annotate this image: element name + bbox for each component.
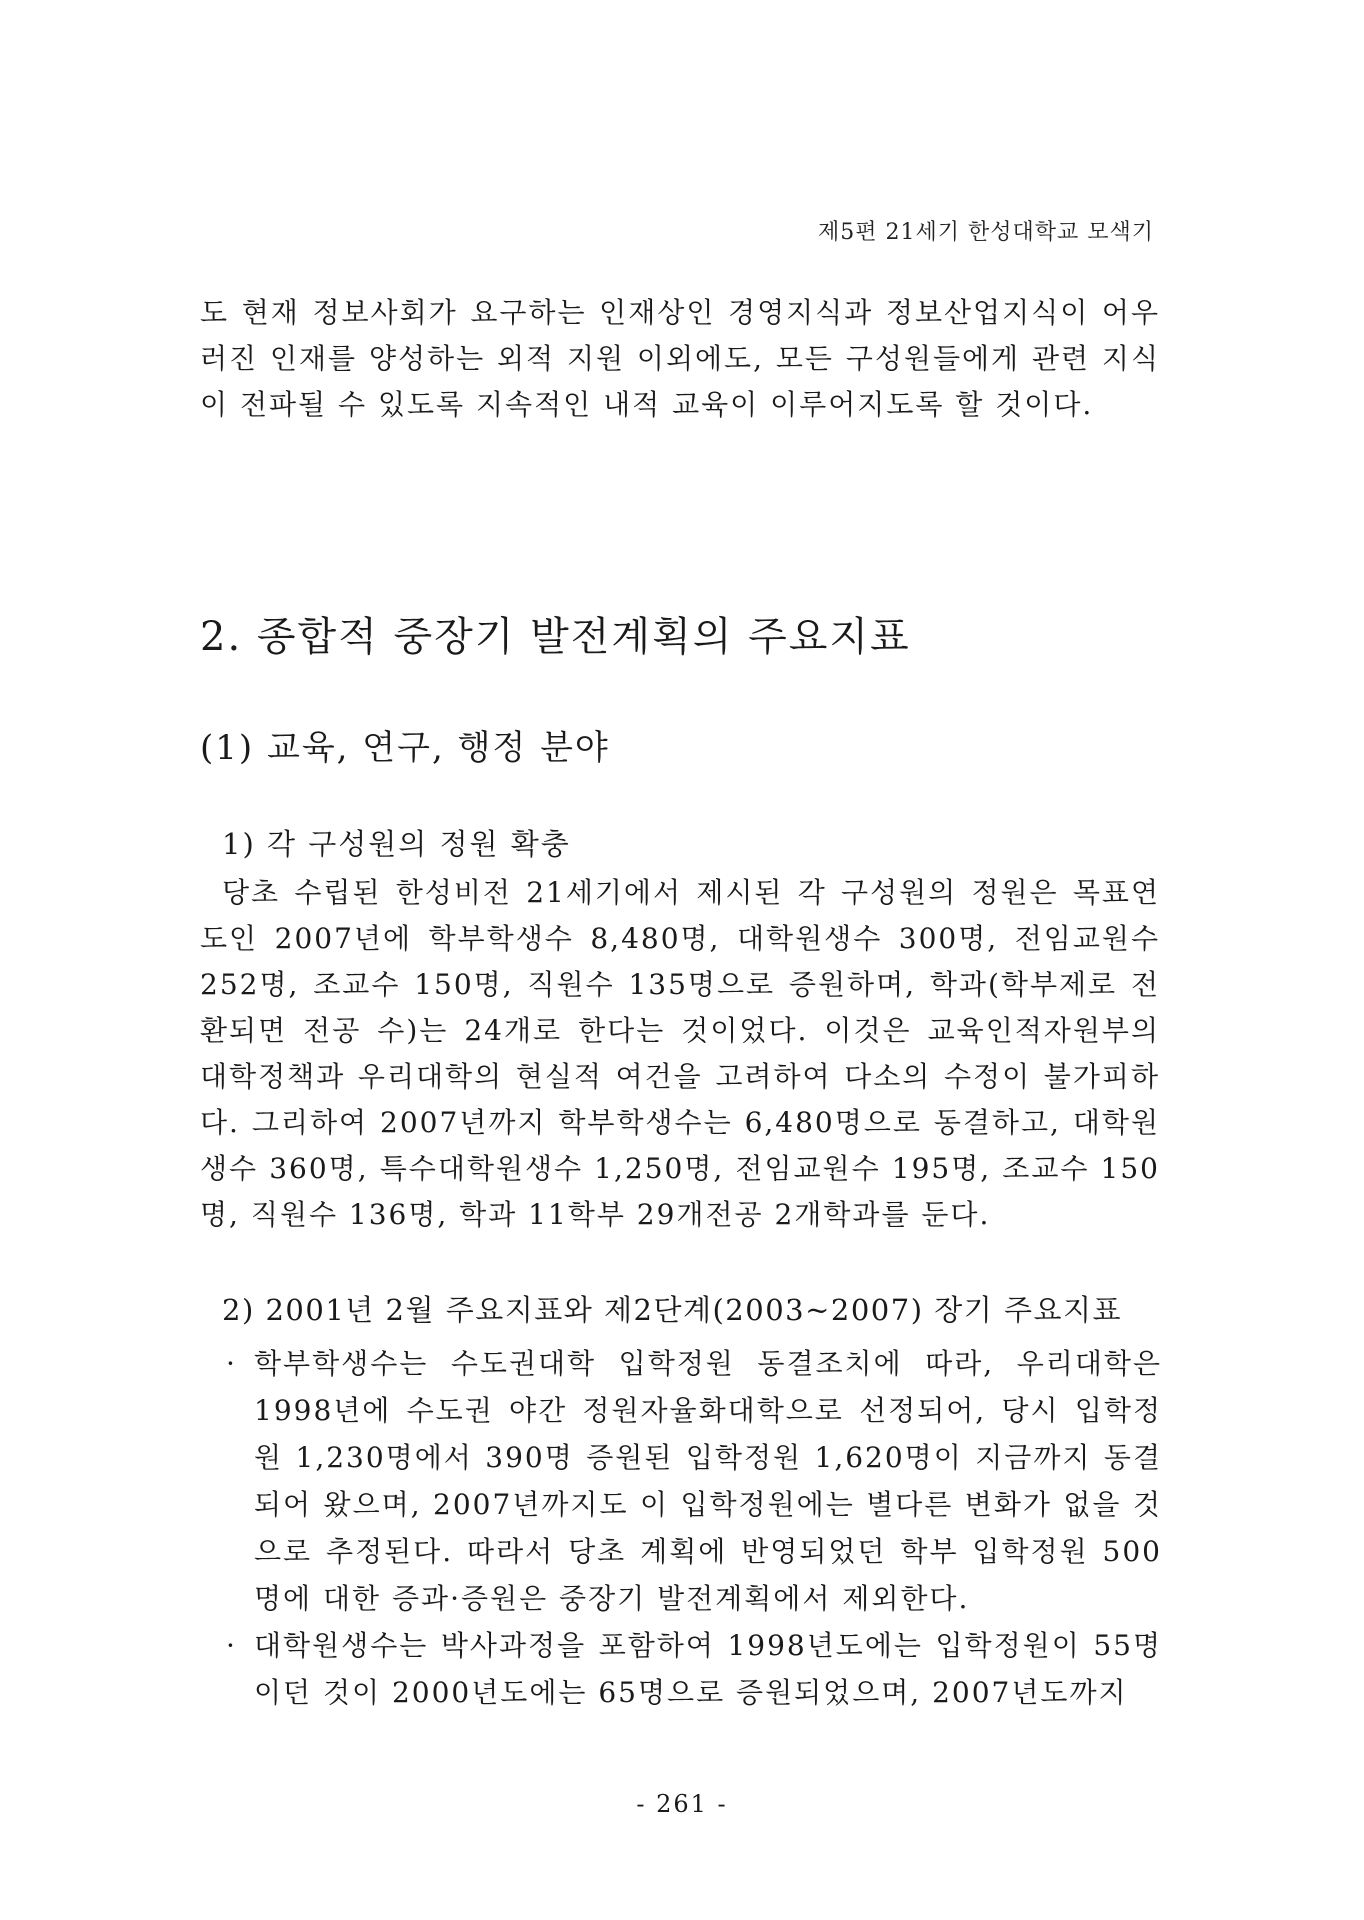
bullet-text: 학부학생수는 수도권대학 입학정원 동결조치에 따라, 우리대학은 1998년에 수도권 야간 정원자율화대학으로 선정되어, 당시 입학정원 1,230명에서 390명 증원된 입학정원 1,620명이 지금까지 동결되어 왔으며, 2007년까지도 이 입학정원에는 별다른 변화가 없을 것으로 추정된다. 따라서 당초 계획에 반영되었던 학부 입학정원 500명에 대한 증과·증원은 중장기 발전계획에서 제외한다. xyxy=(254,1347,1162,1615)
running-header: 제5편 21세기 한성대학교 모색기 xyxy=(818,220,1154,245)
subsection-heading: (1) 교육, 연구, 행정 분야 xyxy=(200,728,610,768)
bullet-mark: · xyxy=(226,1347,237,1380)
intro-paragraph: 도 현재 정보사회가 요구하는 인재상인 경영지식과 정보산업지식이 어우러진 인재를 양성하는 외적 지원 이외에도, 모든 구성원들에게 관련 지식이 전파될 수 있도록 지속적인 내적 교육이 이루어지도록 할 것이다. xyxy=(200,296,1160,421)
bullet-item xyxy=(222,1340,1162,1622)
item-1-text: 당초 수립된 한성비전 21세기에서 제시된 각 구성원의 정원은 목표연도인 2007년에 학부학생수 8,480명, 대학원생수 300명, 전임교원수 252명, 조교수 150명, 직원수 135명으로 증원하며, 학과(학부제로 전환되면 전공 수)는 24개로 한다는 것이었다. 이것은 교육인적자원부의 대학정책과 우리대학의 현실적 여건을 고려하여 다소의 수정이 불가피하다. 그리하여 2007년까지 학부학생수는 6,480명으로 동결하고, 대학원생수 360명, 특수대학원생수 1,250명, 전임교원수 195명, 조교수 150명, 직원수 136명, 학과 11학부 29개전공 2개학과를 둔다. xyxy=(200,876,1160,1231)
item-1-heading: 1) 각 구성원의 정원 확충 xyxy=(222,827,571,861)
bullet-mark: · xyxy=(226,1629,237,1662)
item-2-heading: 2) 2001년 2월 주요지표와 제2단계(2003~2007) 장기 주요지표 xyxy=(222,1293,1123,1327)
section-heading: 2. 종합적 중장기 발전계획의 주요지표 xyxy=(200,614,911,660)
bullet-item xyxy=(222,1622,1162,1716)
item-1-paragraph xyxy=(200,870,1160,1238)
page-number: - 261 - xyxy=(636,1790,728,1818)
bullet-text: 대학원생수는 박사과정을 포함하여 1998년도에는 입학정원이 55명이던 것이 2000년도에는 65명으로 증원되었으며, 2007년도까지 xyxy=(254,1629,1162,1709)
item-2-bullet-list xyxy=(222,1340,1162,1716)
